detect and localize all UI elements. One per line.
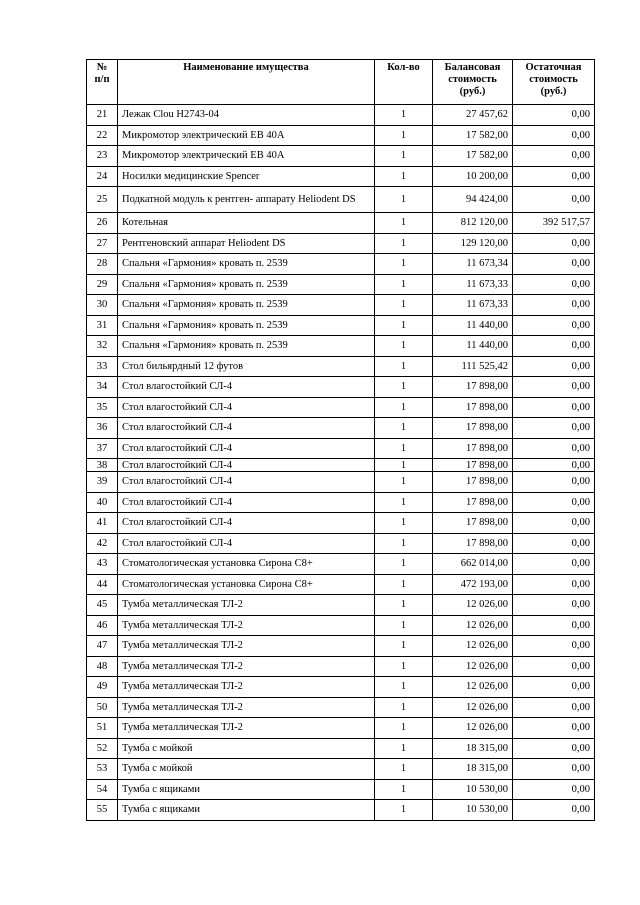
item-name: Стол влагостойкий СЛ-4 <box>118 472 375 493</box>
table-row <box>87 315 595 336</box>
residual-value: 0,00 <box>513 697 595 718</box>
property-table <box>86 59 595 821</box>
row-number: 31 <box>87 315 118 336</box>
table-row <box>87 274 595 295</box>
header-name: Наименование имущества <box>118 60 375 105</box>
item-quantity: 1 <box>375 295 433 316</box>
balance-value: 17 898,00 <box>433 513 513 534</box>
header-balance-value: Балансовая стоимость (руб.) <box>433 60 513 105</box>
item-quantity: 1 <box>375 125 433 146</box>
row-number: 53 <box>87 759 118 780</box>
balance-value: 12 026,00 <box>433 636 513 657</box>
table-row <box>87 472 595 493</box>
item-name: Стол влагостойкий СЛ-4 <box>118 377 375 398</box>
balance-value: 129 120,00 <box>433 233 513 254</box>
row-number: 24 <box>87 166 118 187</box>
table-row <box>87 166 595 187</box>
row-number: 21 <box>87 105 118 126</box>
residual-value: 0,00 <box>513 356 595 377</box>
item-name: Стол влагостойкий СЛ-4 <box>118 397 375 418</box>
item-name: Стол влагостойкий СЛ-4 <box>118 418 375 439</box>
residual-value: 0,00 <box>513 636 595 657</box>
balance-value: 111 525,42 <box>433 356 513 377</box>
item-quantity: 1 <box>375 677 433 698</box>
item-quantity: 1 <box>375 718 433 739</box>
item-quantity: 1 <box>375 254 433 275</box>
item-quantity: 1 <box>375 656 433 677</box>
table-row <box>87 418 595 439</box>
row-number: 36 <box>87 418 118 439</box>
row-number: 51 <box>87 718 118 739</box>
item-name: Стол влагостойкий СЛ-4 <box>118 492 375 513</box>
residual-value: 0,00 <box>513 718 595 739</box>
item-name: Спальня «Гармония» кровать п. 2539 <box>118 274 375 295</box>
item-name: Носилки медицинские Spencer <box>118 166 375 187</box>
item-name: Спальня «Гармония» кровать п. 2539 <box>118 295 375 316</box>
balance-value: 11 673,33 <box>433 295 513 316</box>
balance-value: 17 898,00 <box>433 533 513 554</box>
table-row <box>87 336 595 357</box>
balance-value: 12 026,00 <box>433 718 513 739</box>
residual-value: 0,00 <box>513 336 595 357</box>
row-number: 55 <box>87 800 118 821</box>
item-name: Тумба с ящиками <box>118 779 375 800</box>
balance-value: 12 026,00 <box>433 697 513 718</box>
residual-value: 0,00 <box>513 397 595 418</box>
item-name: Тумба с мойкой <box>118 738 375 759</box>
residual-value: 0,00 <box>513 459 595 472</box>
balance-value: 11 440,00 <box>433 336 513 357</box>
item-quantity: 1 <box>375 472 433 493</box>
table-row <box>87 492 595 513</box>
item-quantity: 1 <box>375 146 433 167</box>
table-row <box>87 125 595 146</box>
table-row <box>87 295 595 316</box>
item-name: Тумба металлическая ТЛ-2 <box>118 636 375 657</box>
item-quantity: 1 <box>375 800 433 821</box>
balance-value: 17 898,00 <box>433 492 513 513</box>
item-quantity: 1 <box>375 356 433 377</box>
balance-value: 10 200,00 <box>433 166 513 187</box>
item-quantity: 1 <box>375 438 433 459</box>
balance-value: 17 898,00 <box>433 418 513 439</box>
item-name: Спальня «Гармония» кровать п. 2539 <box>118 336 375 357</box>
item-name: Стол влагостойкий СЛ-4 <box>118 533 375 554</box>
residual-value: 0,00 <box>513 254 595 275</box>
item-name: Стоматологическая установка Сирона С8+ <box>118 554 375 575</box>
table-row <box>87 105 595 126</box>
item-quantity: 1 <box>375 738 433 759</box>
item-name: Стол бильярдный 12 футов <box>118 356 375 377</box>
table-row <box>87 738 595 759</box>
item-name: Тумба металлическая ТЛ-2 <box>118 595 375 616</box>
item-quantity: 1 <box>375 492 433 513</box>
table-row <box>87 697 595 718</box>
row-number: 39 <box>87 472 118 493</box>
table-row <box>87 656 595 677</box>
table-row <box>87 779 595 800</box>
item-quantity: 1 <box>375 636 433 657</box>
table-row <box>87 254 595 275</box>
balance-value: 12 026,00 <box>433 615 513 636</box>
residual-value: 0,00 <box>513 800 595 821</box>
item-name: Микромотор электрический ЕВ 40А <box>118 125 375 146</box>
item-name: Микромотор электрический ЕВ 40А <box>118 146 375 167</box>
row-number: 23 <box>87 146 118 167</box>
balance-value: 11 673,34 <box>433 254 513 275</box>
table-row <box>87 615 595 636</box>
item-quantity: 1 <box>375 697 433 718</box>
header-residual-value: Остаточная стоимость (руб.) <box>513 60 595 105</box>
item-quantity: 1 <box>375 615 433 636</box>
row-number: 46 <box>87 615 118 636</box>
item-quantity: 1 <box>375 213 433 234</box>
table-row <box>87 438 595 459</box>
table-row <box>87 146 595 167</box>
item-quantity: 1 <box>375 779 433 800</box>
row-number: 48 <box>87 656 118 677</box>
row-number: 34 <box>87 377 118 398</box>
balance-value: 10 530,00 <box>433 779 513 800</box>
item-name: Лежак Clou H2743-04 <box>118 105 375 126</box>
residual-value: 0,00 <box>513 472 595 493</box>
table-row <box>87 595 595 616</box>
balance-value: 17 898,00 <box>433 438 513 459</box>
item-name: Тумба металлическая ТЛ-2 <box>118 718 375 739</box>
residual-value: 0,00 <box>513 315 595 336</box>
item-name: Спальня «Гармония» кровать п. 2539 <box>118 315 375 336</box>
residual-value: 0,00 <box>513 595 595 616</box>
residual-value: 0,00 <box>513 677 595 698</box>
residual-value: 0,00 <box>513 779 595 800</box>
row-number: 45 <box>87 595 118 616</box>
table-body <box>87 105 595 821</box>
residual-value: 0,00 <box>513 274 595 295</box>
item-quantity: 1 <box>375 459 433 472</box>
residual-value: 0,00 <box>513 295 595 316</box>
balance-value: 662 014,00 <box>433 554 513 575</box>
balance-value: 17 898,00 <box>433 459 513 472</box>
item-quantity: 1 <box>375 315 433 336</box>
row-number: 27 <box>87 233 118 254</box>
item-name: Стол влагостойкий СЛ-4 <box>118 513 375 534</box>
balance-value: 10 530,00 <box>433 800 513 821</box>
item-name: Рентгеновский аппарат Heliodent DS <box>118 233 375 254</box>
balance-value: 12 026,00 <box>433 656 513 677</box>
row-number: 25 <box>87 187 118 213</box>
residual-value: 0,00 <box>513 105 595 126</box>
residual-value: 0,00 <box>513 615 595 636</box>
item-quantity: 1 <box>375 187 433 213</box>
table-row <box>87 759 595 780</box>
item-quantity: 1 <box>375 105 433 126</box>
row-number: 22 <box>87 125 118 146</box>
item-name: Тумба металлическая ТЛ-2 <box>118 656 375 677</box>
item-name: Тумба с мойкой <box>118 759 375 780</box>
residual-value: 0,00 <box>513 738 595 759</box>
item-quantity: 1 <box>375 166 433 187</box>
item-quantity: 1 <box>375 274 433 295</box>
balance-value: 17 898,00 <box>433 397 513 418</box>
balance-value: 18 315,00 <box>433 759 513 780</box>
table-row <box>87 459 595 472</box>
item-quantity: 1 <box>375 377 433 398</box>
item-name: Подкатной модуль к рентген- аппарату Heliodent DS <box>118 187 375 213</box>
item-name: Тумба металлическая ТЛ-2 <box>118 677 375 698</box>
residual-value: 0,00 <box>513 233 595 254</box>
header-quantity: Кол-во <box>375 60 433 105</box>
item-quantity: 1 <box>375 397 433 418</box>
row-number: 52 <box>87 738 118 759</box>
row-number: 49 <box>87 677 118 698</box>
balance-value: 12 026,00 <box>433 677 513 698</box>
table-row <box>87 397 595 418</box>
row-number: 54 <box>87 779 118 800</box>
item-quantity: 1 <box>375 513 433 534</box>
balance-value: 27 457,62 <box>433 105 513 126</box>
row-number: 33 <box>87 356 118 377</box>
row-number: 40 <box>87 492 118 513</box>
residual-value: 0,00 <box>513 656 595 677</box>
residual-value: 0,00 <box>513 492 595 513</box>
row-number: 28 <box>87 254 118 275</box>
residual-value: 0,00 <box>513 187 595 213</box>
row-number: 38 <box>87 459 118 472</box>
row-number: 32 <box>87 336 118 357</box>
row-number: 50 <box>87 697 118 718</box>
balance-value: 11 673,33 <box>433 274 513 295</box>
table-row <box>87 554 595 575</box>
row-number: 44 <box>87 574 118 595</box>
residual-value: 0,00 <box>513 574 595 595</box>
balance-value: 17 898,00 <box>433 472 513 493</box>
item-name: Стол влагостойкий СЛ-4 <box>118 438 375 459</box>
balance-value: 94 424,00 <box>433 187 513 213</box>
item-quantity: 1 <box>375 574 433 595</box>
residual-value: 0,00 <box>513 418 595 439</box>
table-row <box>87 800 595 821</box>
header-number: № п/п <box>87 60 118 105</box>
residual-value: 392 517,57 <box>513 213 595 234</box>
item-name: Тумба с ящиками <box>118 800 375 821</box>
table-header-row <box>87 60 595 105</box>
item-quantity: 1 <box>375 418 433 439</box>
table-row <box>87 513 595 534</box>
residual-value: 0,00 <box>513 513 595 534</box>
balance-value: 472 193,00 <box>433 574 513 595</box>
balance-value: 17 898,00 <box>433 377 513 398</box>
balance-value: 11 440,00 <box>433 315 513 336</box>
residual-value: 0,00 <box>513 377 595 398</box>
item-quantity: 1 <box>375 595 433 616</box>
table-row <box>87 533 595 554</box>
balance-value: 17 582,00 <box>433 125 513 146</box>
table-row <box>87 636 595 657</box>
residual-value: 0,00 <box>513 759 595 780</box>
item-quantity: 1 <box>375 233 433 254</box>
item-name: Тумба металлическая ТЛ-2 <box>118 615 375 636</box>
item-name: Спальня «Гармония» кровать п. 2539 <box>118 254 375 275</box>
balance-value: 12 026,00 <box>433 595 513 616</box>
residual-value: 0,00 <box>513 533 595 554</box>
balance-value: 18 315,00 <box>433 738 513 759</box>
row-number: 43 <box>87 554 118 575</box>
item-quantity: 1 <box>375 554 433 575</box>
residual-value: 0,00 <box>513 146 595 167</box>
table-row <box>87 677 595 698</box>
residual-value: 0,00 <box>513 438 595 459</box>
table-row <box>87 233 595 254</box>
row-number: 41 <box>87 513 118 534</box>
item-quantity: 1 <box>375 533 433 554</box>
balance-value: 17 582,00 <box>433 146 513 167</box>
item-name: Стоматологическая установка Сирона С8+ <box>118 574 375 595</box>
item-quantity: 1 <box>375 759 433 780</box>
row-number: 30 <box>87 295 118 316</box>
row-number: 42 <box>87 533 118 554</box>
row-number: 35 <box>87 397 118 418</box>
table-row <box>87 356 595 377</box>
item-name: Котельная <box>118 213 375 234</box>
balance-value: 812 120,00 <box>433 213 513 234</box>
item-name: Тумба металлическая ТЛ-2 <box>118 697 375 718</box>
table-row <box>87 377 595 398</box>
table-row <box>87 718 595 739</box>
residual-value: 0,00 <box>513 166 595 187</box>
table-row <box>87 213 595 234</box>
residual-value: 0,00 <box>513 125 595 146</box>
row-number: 29 <box>87 274 118 295</box>
item-name: Стол влагостойкий СЛ-4 <box>118 459 375 472</box>
row-number: 26 <box>87 213 118 234</box>
item-quantity: 1 <box>375 336 433 357</box>
table-row <box>87 187 595 213</box>
row-number: 37 <box>87 438 118 459</box>
table-row <box>87 574 595 595</box>
residual-value: 0,00 <box>513 554 595 575</box>
row-number: 47 <box>87 636 118 657</box>
